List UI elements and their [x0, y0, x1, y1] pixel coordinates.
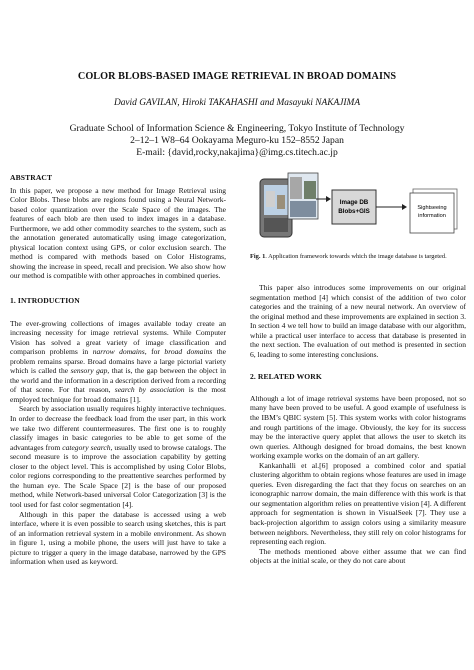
affiliation-email: E-mail: {david,rocky,nakajima}@img.cs.titech.ac.jp [136, 147, 338, 158]
db-label-1: Image DB [339, 199, 369, 206]
sightseeing-info-card [410, 189, 457, 233]
related-paragraph-2: Kankanhalli et al.[6] proposed a combined color and spatial clustering algorithm to obtain regions whose features are used in image queries. Even disregarding the fact that they focus on searches on an iconographic narrow domain, the main difference with this work is that our segmentation algorithm relies on preattentive vision [4]. A different approach for segmentation is shown in VisualSeek [7]. They use a back-projection algorithm to assign colors using a similarity measure between neighbors. Nevertheless, they still rely on color histograms for representing each region. [250, 460, 466, 547]
related-paragraph-1: Although a lot of image retrieval systems have been proposed, not so many have been proved to be useful. A good example of usefulness is the IBM’s QBIC system [5]. This system works with color histograms and rough partitions of the image. Obviously, the key for its success may be the interactive query applet that allows the user to sketch its own queries. Although designed for broad domains, the best known working example works on the domain of an art gallery. [250, 393, 466, 461]
affiliation-line-1: Graduate School of Information Science & Engineering, Tokyo Institute of Technology [69, 123, 405, 134]
figure-1-illustration [250, 169, 466, 257]
abstract-heading: ABSTRACT [10, 173, 53, 182]
paper-authors: David GAVILAN, Hiroki TAKAHASHI and Masayuki NAKAJIMA [113, 98, 361, 108]
figure-1 [250, 169, 466, 257]
info-label-1: Sightseeing [417, 205, 447, 211]
right-column [250, 283, 466, 566]
abstract-text: In this paper, we propose a new method for Image Retrieval using Color Blobs. These blobs are regions found using a Neural Network-based color quantization over the Scale Space of the images. The features of each blob are then used to index images in a database. Furthermore, we add other commodity searches to the system, such as the annotation generated automatically using image categorization, physical location context using GPS, or color exclusion search. The method is compared with methods based on Color Histograms, showing the increase in speed, recall and precision. We also show how our method is compatible with other approaches in combined queries. [10, 185, 226, 281]
left-column [10, 173, 226, 567]
right-paragraph-1: This paper also introduces some improvements on our original segmentation method [4] which consist of the addition of two color categories and the training of a new neural network. An overview of the original method and these improvements are explained in section 3. In section 4 we tell how to build an image database with our algorithm, while a practical user interface to access that database is presented in the next section. The evaluation of out method is presented in section 6, leading to some interesting conclusions. [250, 283, 466, 359]
introduction-heading: 1. INTRODUCTION [10, 296, 80, 306]
intro-paragraph-3: Although in this paper the database is accessed using a web interface, where it is even possible to search using sketches, this is part of an information retrieval system in a mobile environment. As shown in figure 1, using a mobile phone, the users will just have to take a picture to trigger a query in the image database, narrowed by the GPS information when used as keyword. [10, 509, 226, 567]
related-paragraph-3: The methods mentioned above either assume that we can find objects at the initial scale, or they do not care about [250, 546, 466, 566]
intro-paragraph-1: The ever-growing collections of images available today create an increasing necessity for image retrieval systems. While Computer Vision has solved a great variety of image classification and comparison problems in narrow domains, for broad domains the problem remains sparse. Broad domains have a large pictorial variety which is called the sensory gap, that is, the gap between the object in the world and the information in a description derived from a recording of that scene. For that reason, search by association is the most employed technique for broad domains [1]. [10, 318, 226, 404]
intro-paragraph-2: Search by association usually requires highly interactive techniques. In order to decrease the feedback load from the user part, in this work we take two different countermeasures. The first one is to roughly classify images in basic categories to be able to get some of the advantages from category search, usually used to browse catalogs. The second measure is to improve the association capability by getting closer to the object level. This is accomplished by using Color Blobs, color regions corresponding to the preattentive searches performed by the human eye. The Scale Space [2] is the base of our proposed method, while Network-based universal Color Categorization [3] is the tool used for fast color segmentation [4]. [10, 404, 226, 509]
info-label-2: information [418, 213, 446, 219]
image-db-box [332, 190, 376, 224]
affiliation-line-2: 2–12–1 W8–64 Ookayama Meguro-ku 152–8552 Japan [130, 135, 344, 146]
related-work-heading: 2. RELATED WORK [250, 372, 322, 382]
paper-title: COLOR BLOBS-BASED IMAGE RETRIEVAL IN BROAD DOMAINS [77, 71, 397, 82]
figure-1-caption: Fig. 1. Application framework towards which the image database is targeted. [250, 253, 447, 260]
db-label-2: Blobs+GIS [338, 208, 370, 215]
phone-photo-icon [260, 173, 318, 237]
